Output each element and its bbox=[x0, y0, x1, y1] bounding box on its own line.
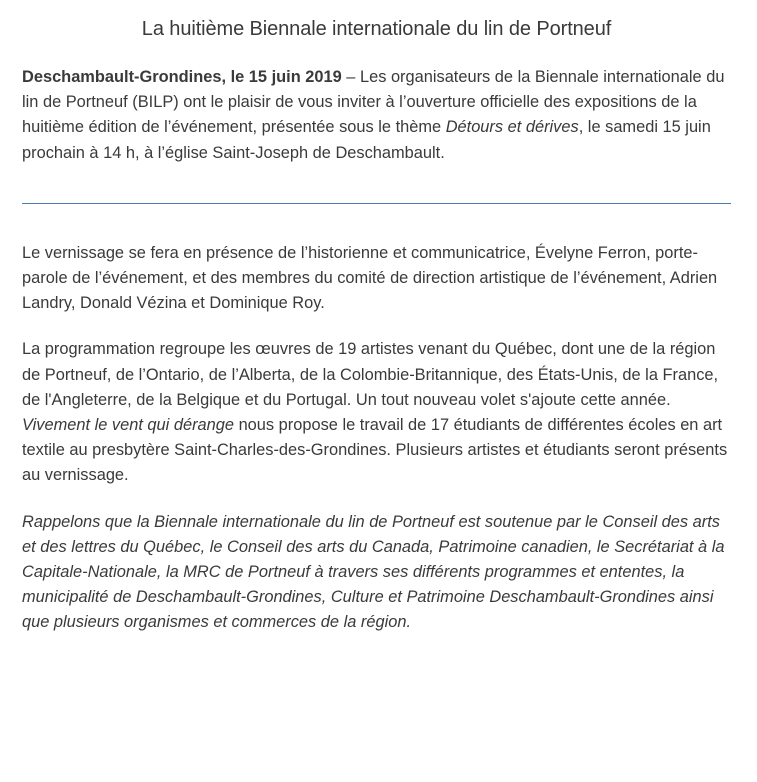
programmation-paragraph bbox=[22, 337, 731, 488]
intro-text: – Les organisateurs de la Biennale internationale du lin de Portneuf (BILP) ont le plaisir de vous inviter à l’ouverture officielle des expositions de la huitième édition de l’événement, présentée sous le thème bbox=[22, 68, 725, 137]
programmation-text-end: nous propose le travail de 17 étudiants de différentes écoles en art textile au presbytère Saint-Charles-des-Grondines. Plusieurs artistes et étudiants seront présents au vernissage. bbox=[22, 416, 728, 485]
new-program-title: Vivement le vent qui dérange bbox=[22, 416, 235, 435]
theme-title: Détours et dérives bbox=[445, 118, 579, 137]
section-divider bbox=[22, 203, 731, 204]
intro-text-end: , le samedi 15 juin prochain à 14 h, à l’église Saint-Joseph de Deschambault. bbox=[22, 118, 711, 162]
dateline: Deschambault-Grondines, le 15 juin 2019 bbox=[22, 68, 342, 86]
page-title: La huitième Biennale internationale du lin de Portneuf bbox=[141, 18, 612, 40]
vernissage-paragraph: Le vernissage se fera en présence de l’historienne et communicatrice, Évelyne Ferron, porte-parole de l’événement, et des membres du comité de direction artistique de l’événement, Adrien Landry, Donald Vézina et Dominique Roy. bbox=[22, 243, 718, 313]
intro-paragraph bbox=[22, 65, 731, 166]
programmation-text: La programmation regroupe les œuvres de 19 artistes venant du Québec, dont une de la région de Portneuf, de l’Ontario, de l’Alberta, de la Colombie-Britannique, des États-Unis, de la France, de l'Angleterre, de la Belgique et du Portugal. Un tout nouveau volet s'ajoute cette année. bbox=[22, 340, 719, 409]
partners-paragraph: Rappelons que la Biennale internationale du lin de Portneuf est soutenue par le Conseil des arts et des lettres du Québec, le Conseil des arts du Canada, Patrimoine canadien, le Secrétariat à la Capitale-Nationale, la MRC de Portneuf à travers ses différents programmes et ententes, la municipalité de Deschambault-Grondines, Culture et Patrimoine Deschambault-Grondines ainsi que plusieurs organismes et commerces de la région. bbox=[22, 512, 725, 632]
